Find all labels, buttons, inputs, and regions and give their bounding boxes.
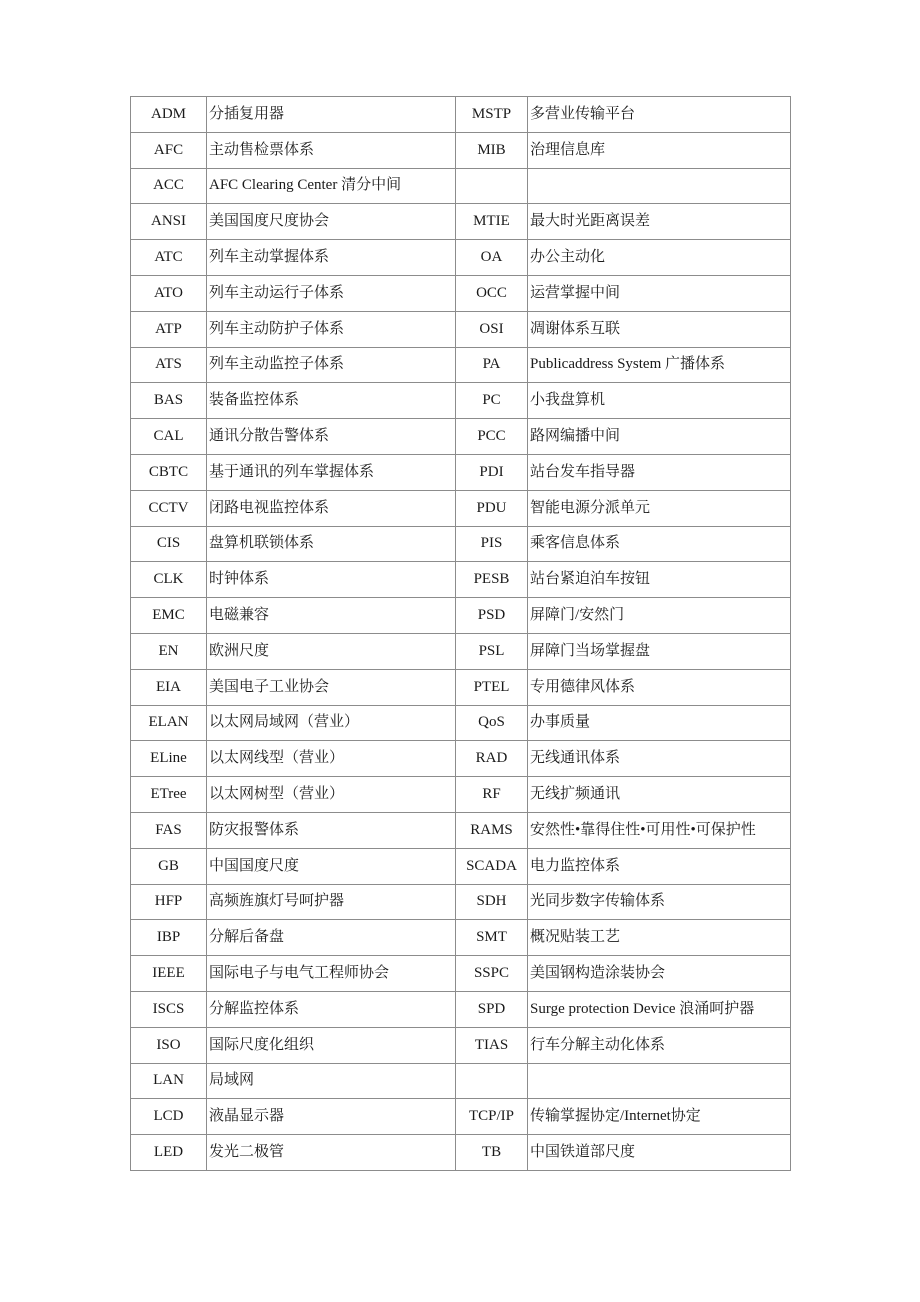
right-definition-cell: 办事质量 <box>528 705 791 741</box>
right-definition-cell: 无线扩频通讯 <box>528 777 791 813</box>
table-row <box>131 633 791 669</box>
right-abbreviation-cell: PSL <box>456 633 528 669</box>
left-definition-cell: 防灾报警体系 <box>207 812 456 848</box>
left-abbreviation-cell: EIA <box>131 669 207 705</box>
left-abbreviation-cell: AFC <box>131 132 207 168</box>
left-abbreviation-cell: CLK <box>131 562 207 598</box>
left-definition-cell: 分解后备盘 <box>207 920 456 956</box>
abbreviation-table <box>130 96 791 1171</box>
table-row <box>131 812 791 848</box>
right-definition-cell <box>528 1063 791 1099</box>
right-definition-cell: 美国钢构造涂装协会 <box>528 956 791 992</box>
right-definition-cell: 站台发车指导器 <box>528 454 791 490</box>
left-definition-cell: 发光二极管 <box>207 1135 456 1171</box>
table-row <box>131 777 791 813</box>
left-definition-cell: 列车主动掌握体系 <box>207 240 456 276</box>
left-definition-cell: 装备监控体系 <box>207 383 456 419</box>
left-definition-cell: 美国电子工业协会 <box>207 669 456 705</box>
left-definition-cell: 高频旌旗灯号呵护器 <box>207 884 456 920</box>
left-definition-cell: 通讯分散告警体系 <box>207 419 456 455</box>
table-row <box>131 991 791 1027</box>
right-abbreviation-cell: SPD <box>456 991 528 1027</box>
right-abbreviation-cell: TCP/IP <box>456 1099 528 1135</box>
table-row <box>131 884 791 920</box>
table-row <box>131 526 791 562</box>
right-definition-cell: 屏障门当场掌握盘 <box>528 633 791 669</box>
right-abbreviation-cell: OCC <box>456 275 528 311</box>
left-abbreviation-cell: LED <box>131 1135 207 1171</box>
left-definition-cell: 中国国度尺度 <box>207 848 456 884</box>
left-definition-cell: 局域网 <box>207 1063 456 1099</box>
left-abbreviation-cell: ATP <box>131 311 207 347</box>
table-row <box>131 562 791 598</box>
right-abbreviation-cell: PIS <box>456 526 528 562</box>
left-abbreviation-cell: ATO <box>131 275 207 311</box>
left-abbreviation-cell: FAS <box>131 812 207 848</box>
left-definition-cell: 盘算机联锁体系 <box>207 526 456 562</box>
right-abbreviation-cell: RAD <box>456 741 528 777</box>
right-definition-cell: 无线通讯体系 <box>528 741 791 777</box>
left-abbreviation-cell: ANSI <box>131 204 207 240</box>
table-row <box>131 419 791 455</box>
right-definition-cell: 乘客信息体系 <box>528 526 791 562</box>
right-abbreviation-cell: MTIE <box>456 204 528 240</box>
left-definition-cell: 列车主动监控子体系 <box>207 347 456 383</box>
right-definition-cell: 多营业传输平台 <box>528 97 791 133</box>
left-definition-cell: 国际尺度化组织 <box>207 1027 456 1063</box>
right-definition-cell: 概况贴装工艺 <box>528 920 791 956</box>
left-definition-cell: 基于通讯的列车掌握体系 <box>207 454 456 490</box>
left-abbreviation-cell: CCTV <box>131 490 207 526</box>
left-definition-cell: 列车主动防护子体系 <box>207 311 456 347</box>
right-abbreviation-cell: TB <box>456 1135 528 1171</box>
right-abbreviation-cell: OSI <box>456 311 528 347</box>
right-definition-cell: Surge protection Device 浪涌呵护器 <box>528 991 791 1027</box>
right-definition-cell <box>528 168 791 204</box>
right-abbreviation-cell <box>456 1063 528 1099</box>
table-row <box>131 1027 791 1063</box>
right-abbreviation-cell: PESB <box>456 562 528 598</box>
right-definition-cell: Publicaddress System 广播体系 <box>528 347 791 383</box>
right-abbreviation-cell: PTEL <box>456 669 528 705</box>
right-definition-cell: 治理信息库 <box>528 132 791 168</box>
right-abbreviation-cell <box>456 168 528 204</box>
left-abbreviation-cell: HFP <box>131 884 207 920</box>
left-abbreviation-cell: ACC <box>131 168 207 204</box>
table-row <box>131 741 791 777</box>
right-abbreviation-cell: PCC <box>456 419 528 455</box>
left-definition-cell: 列车主动运行子体系 <box>207 275 456 311</box>
right-definition-cell: 安然性•靠得住性•可用性•可保护性 <box>528 812 791 848</box>
right-abbreviation-cell: TIAS <box>456 1027 528 1063</box>
left-abbreviation-cell: EMC <box>131 598 207 634</box>
right-abbreviation-cell: QoS <box>456 705 528 741</box>
right-abbreviation-cell: RF <box>456 777 528 813</box>
right-abbreviation-cell: SDH <box>456 884 528 920</box>
table-row <box>131 132 791 168</box>
table-row <box>131 275 791 311</box>
table-row <box>131 705 791 741</box>
right-abbreviation-cell: SSPC <box>456 956 528 992</box>
left-definition-cell: 液晶显示器 <box>207 1099 456 1135</box>
left-definition-cell: AFC Clearing Center 清分中间 <box>207 168 456 204</box>
right-definition-cell: 运营掌握中间 <box>528 275 791 311</box>
table-row <box>131 347 791 383</box>
left-definition-cell: 主动售检票体系 <box>207 132 456 168</box>
left-abbreviation-cell: IBP <box>131 920 207 956</box>
right-abbreviation-cell: MIB <box>456 132 528 168</box>
left-definition-cell: 分插复用器 <box>207 97 456 133</box>
right-definition-cell: 传输掌握协定/Internet协定 <box>528 1099 791 1135</box>
right-abbreviation-cell: MSTP <box>456 97 528 133</box>
table-row <box>131 1135 791 1171</box>
right-definition-cell: 凋谢体系互联 <box>528 311 791 347</box>
left-abbreviation-cell: EN <box>131 633 207 669</box>
left-abbreviation-cell: ADM <box>131 97 207 133</box>
right-definition-cell: 最大时光距离误差 <box>528 204 791 240</box>
left-abbreviation-cell: ISCS <box>131 991 207 1027</box>
table-row <box>131 383 791 419</box>
left-definition-cell: 时钟体系 <box>207 562 456 598</box>
table-row <box>131 240 791 276</box>
right-abbreviation-cell: OA <box>456 240 528 276</box>
left-definition-cell: 欧洲尺度 <box>207 633 456 669</box>
table-row <box>131 204 791 240</box>
table-row <box>131 920 791 956</box>
right-abbreviation-cell: PC <box>456 383 528 419</box>
left-definition-cell: 美国国度尺度协会 <box>207 204 456 240</box>
table-row <box>131 848 791 884</box>
left-abbreviation-cell: ISO <box>131 1027 207 1063</box>
left-definition-cell: 国际电子与电气工程师协会 <box>207 956 456 992</box>
table-row <box>131 956 791 992</box>
table-row <box>131 168 791 204</box>
left-abbreviation-cell: CAL <box>131 419 207 455</box>
table-row <box>131 97 791 133</box>
right-abbreviation-cell: PDI <box>456 454 528 490</box>
right-definition-cell: 光同步数字传输体系 <box>528 884 791 920</box>
right-abbreviation-cell: SMT <box>456 920 528 956</box>
right-abbreviation-cell: PDU <box>456 490 528 526</box>
right-definition-cell: 路网编播中间 <box>528 419 791 455</box>
left-abbreviation-cell: LAN <box>131 1063 207 1099</box>
left-abbreviation-cell: CIS <box>131 526 207 562</box>
right-definition-cell: 行车分解主动化体系 <box>528 1027 791 1063</box>
right-definition-cell: 屏障门/安然门 <box>528 598 791 634</box>
table-row <box>131 1063 791 1099</box>
right-definition-cell: 中国铁道部尺度 <box>528 1135 791 1171</box>
right-abbreviation-cell: SCADA <box>456 848 528 884</box>
table-row <box>131 311 791 347</box>
table-row <box>131 1099 791 1135</box>
left-definition-cell: 以太网局域网（营业） <box>207 705 456 741</box>
left-abbreviation-cell: ATS <box>131 347 207 383</box>
left-abbreviation-cell: ELine <box>131 741 207 777</box>
left-abbreviation-cell: GB <box>131 848 207 884</box>
left-abbreviation-cell: LCD <box>131 1099 207 1135</box>
table-row <box>131 454 791 490</box>
right-abbreviation-cell: PSD <box>456 598 528 634</box>
right-abbreviation-cell: RAMS <box>456 812 528 848</box>
left-definition-cell: 闭路电视监控体系 <box>207 490 456 526</box>
table-row <box>131 490 791 526</box>
right-definition-cell: 站台紧迫泊车按钮 <box>528 562 791 598</box>
left-abbreviation-cell: CBTC <box>131 454 207 490</box>
left-abbreviation-cell: ETree <box>131 777 207 813</box>
left-definition-cell: 电磁兼容 <box>207 598 456 634</box>
right-definition-cell: 智能电源分派单元 <box>528 490 791 526</box>
abbreviation-table-body <box>131 97 791 1171</box>
left-abbreviation-cell: ATC <box>131 240 207 276</box>
right-definition-cell: 小我盘算机 <box>528 383 791 419</box>
table-row <box>131 669 791 705</box>
right-definition-cell: 电力监控体系 <box>528 848 791 884</box>
left-abbreviation-cell: ELAN <box>131 705 207 741</box>
left-definition-cell: 以太网树型（营业） <box>207 777 456 813</box>
left-abbreviation-cell: BAS <box>131 383 207 419</box>
right-definition-cell: 专用德律风体系 <box>528 669 791 705</box>
left-definition-cell: 以太网线型（营业） <box>207 741 456 777</box>
right-definition-cell: 办公主动化 <box>528 240 791 276</box>
right-abbreviation-cell: PA <box>456 347 528 383</box>
left-abbreviation-cell: IEEE <box>131 956 207 992</box>
table-row <box>131 598 791 634</box>
left-definition-cell: 分解监控体系 <box>207 991 456 1027</box>
